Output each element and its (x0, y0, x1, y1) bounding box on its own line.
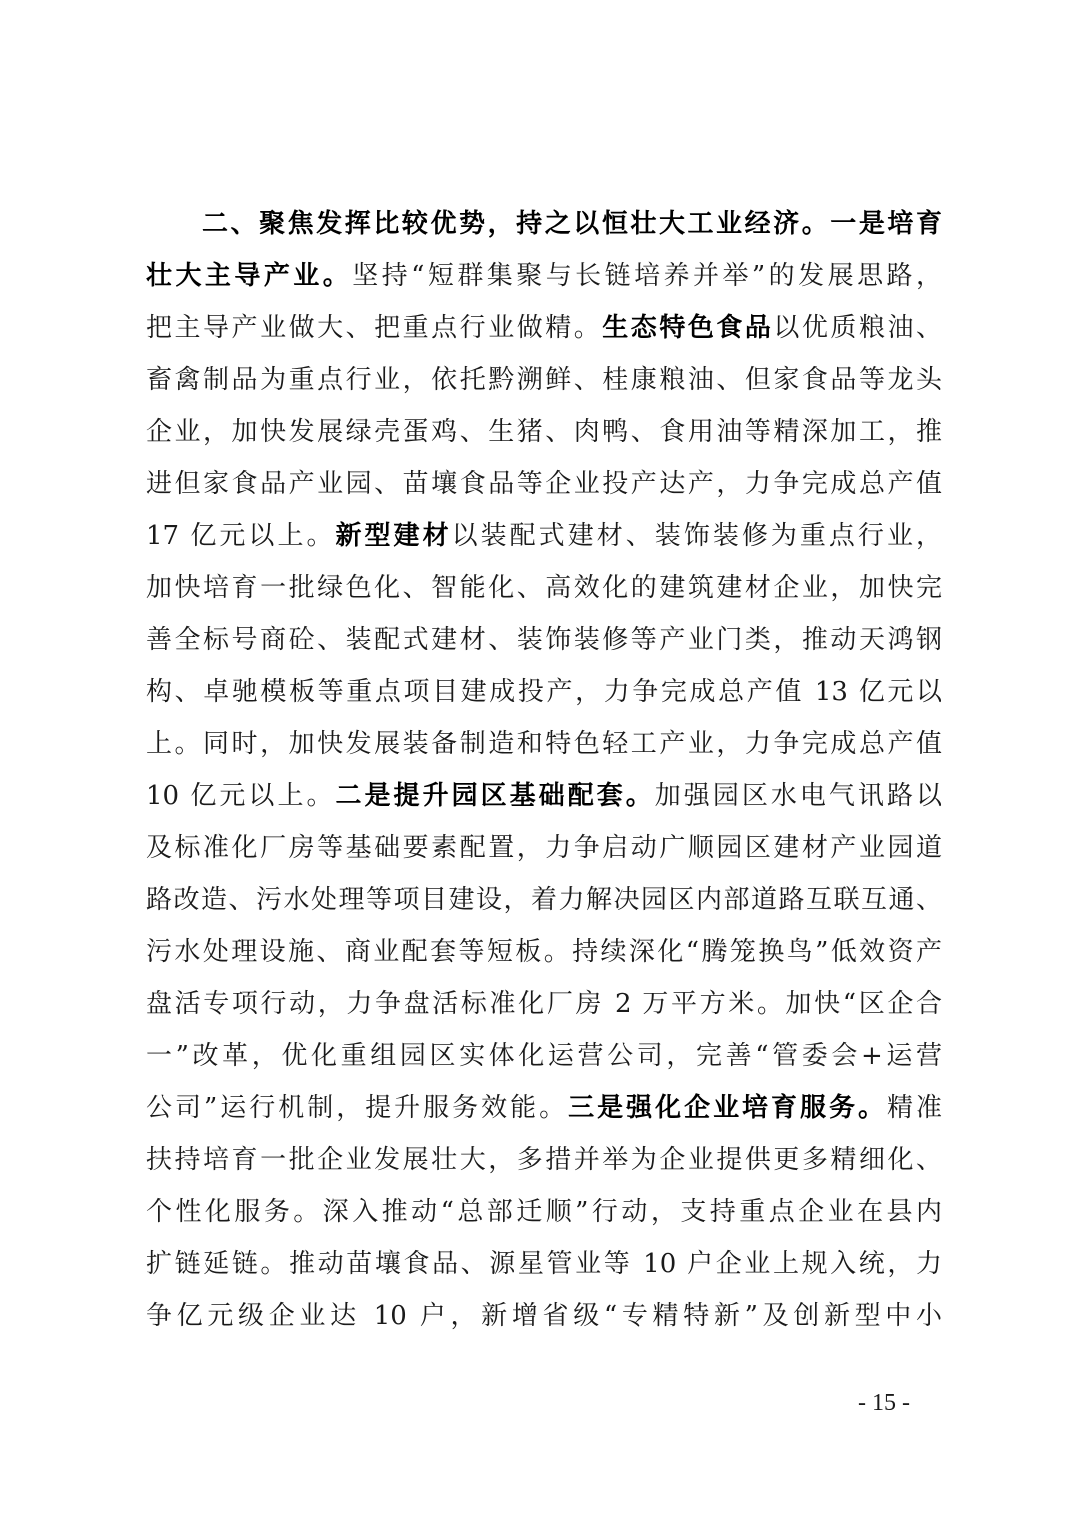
text-line (146, 614, 942, 666)
text-line (146, 354, 942, 406)
text-line (146, 718, 942, 770)
text-line (146, 1290, 942, 1342)
bold-phrase: 二是提升园区基础配套。 (335, 781, 655, 811)
text-run: 善全标号商砼、装配式建材、装饰装修等产业门类，推动天鸿钢 (146, 625, 942, 655)
text-run: 以优质粮油、 (773, 313, 942, 343)
text-run: 畜禽制品为重点行业，依托黔溯鲜、桂康粮油、但家食品等龙头 (146, 365, 942, 395)
bold-phrase: 一是培育 (830, 209, 942, 239)
text-run: 加快培育一批绿色化、智能化、高效化的建筑建材企业，加快完 (146, 573, 942, 603)
text-run: 17 亿元以上。 (146, 521, 336, 551)
text-run: 精准 (887, 1093, 942, 1123)
text-run: 进但家食品产业园、苗壤食品等企业投产达产，力争完成总产值 (146, 469, 942, 499)
body-text (146, 198, 942, 1342)
text-line (146, 822, 942, 874)
text-line (146, 874, 942, 926)
text-line (146, 926, 942, 978)
bold-phrase: 生态特色食品 (602, 313, 774, 343)
text-run: 污水处理设施、商业配套等短板。持续深化“腾笼换鸟”低效资产 (146, 937, 942, 967)
page-number: - 15 - (858, 1390, 910, 1416)
text-run: 扩链延链。推动苗壤食品、源星管业等 10 户企业上规入统，力 (146, 1249, 942, 1279)
text-run: 以装配式建材、装饰装修为重点行业， (451, 521, 942, 551)
text-run: 坚持“短群集聚与长链培养并举”的发展思路， (352, 261, 942, 291)
text-line (146, 1186, 942, 1238)
text-run: 公司”运行机制，提升服务效能。 (146, 1093, 569, 1123)
text-line (146, 250, 942, 302)
text-run: 争亿元级企业达 10 户，新增省级“专精特新”及创新型中小 (146, 1301, 942, 1331)
bold-phrase: 三是强化企业培育服务。 (568, 1093, 887, 1123)
text-run: 扶持培育一批企业发展壮大，多措并举为企业提供更多精细化、 (146, 1145, 942, 1175)
text-line (146, 1082, 942, 1134)
text-line (146, 978, 942, 1030)
text-run: 构、卓驰模板等重点项目建成投产，力争完成总产值 13 亿元以 (146, 677, 942, 707)
text-line (146, 770, 942, 822)
text-line (146, 406, 942, 458)
text-run: 10 亿元以上。 (146, 781, 336, 811)
text-run: 加强园区水电气讯路以 (654, 781, 942, 811)
text-line (146, 562, 942, 614)
text-line (146, 458, 942, 510)
text-line (146, 1030, 942, 1082)
text-run: 一”改革，优化重组园区实体化运营公司，完善“管委会+运营 (146, 1041, 942, 1071)
text-line (146, 198, 942, 250)
text-run: 上。同时，加快发展装备制造和特色轻工产业，力争完成总产值 (146, 729, 942, 759)
text-line (146, 510, 942, 562)
bold-phrase: 二、聚焦发挥比较优势，持之以恒壮大工业经济。 (202, 209, 831, 239)
text-run: 盘活专项行动，力争盘活标准化厂房 2 万平方米。加快“区企合 (146, 989, 942, 1019)
text-run: 企业，加快发展绿壳蛋鸡、生猪、肉鸭、食用油等精深加工，推 (146, 417, 942, 447)
text-run: 及标准化厂房等基础要素配置，力争启动广顺园区建材产业园道 (146, 833, 942, 863)
text-line (146, 1238, 942, 1290)
text-run: 路改造、污水处理等项目建设，着力解决园区内部道路互联互通、 (146, 885, 942, 915)
bold-phrase: 新型建材 (335, 521, 452, 551)
bold-phrase: 壮大主导产业。 (146, 261, 353, 291)
text-line (146, 1134, 942, 1186)
text-line (146, 302, 942, 354)
text-line (146, 666, 942, 718)
text-run: 把主导产业做大、把重点行业做精。 (146, 313, 603, 343)
text-run: 个性化服务。深入推动“总部迁顺”行动，支持重点企业在县内 (146, 1197, 942, 1227)
